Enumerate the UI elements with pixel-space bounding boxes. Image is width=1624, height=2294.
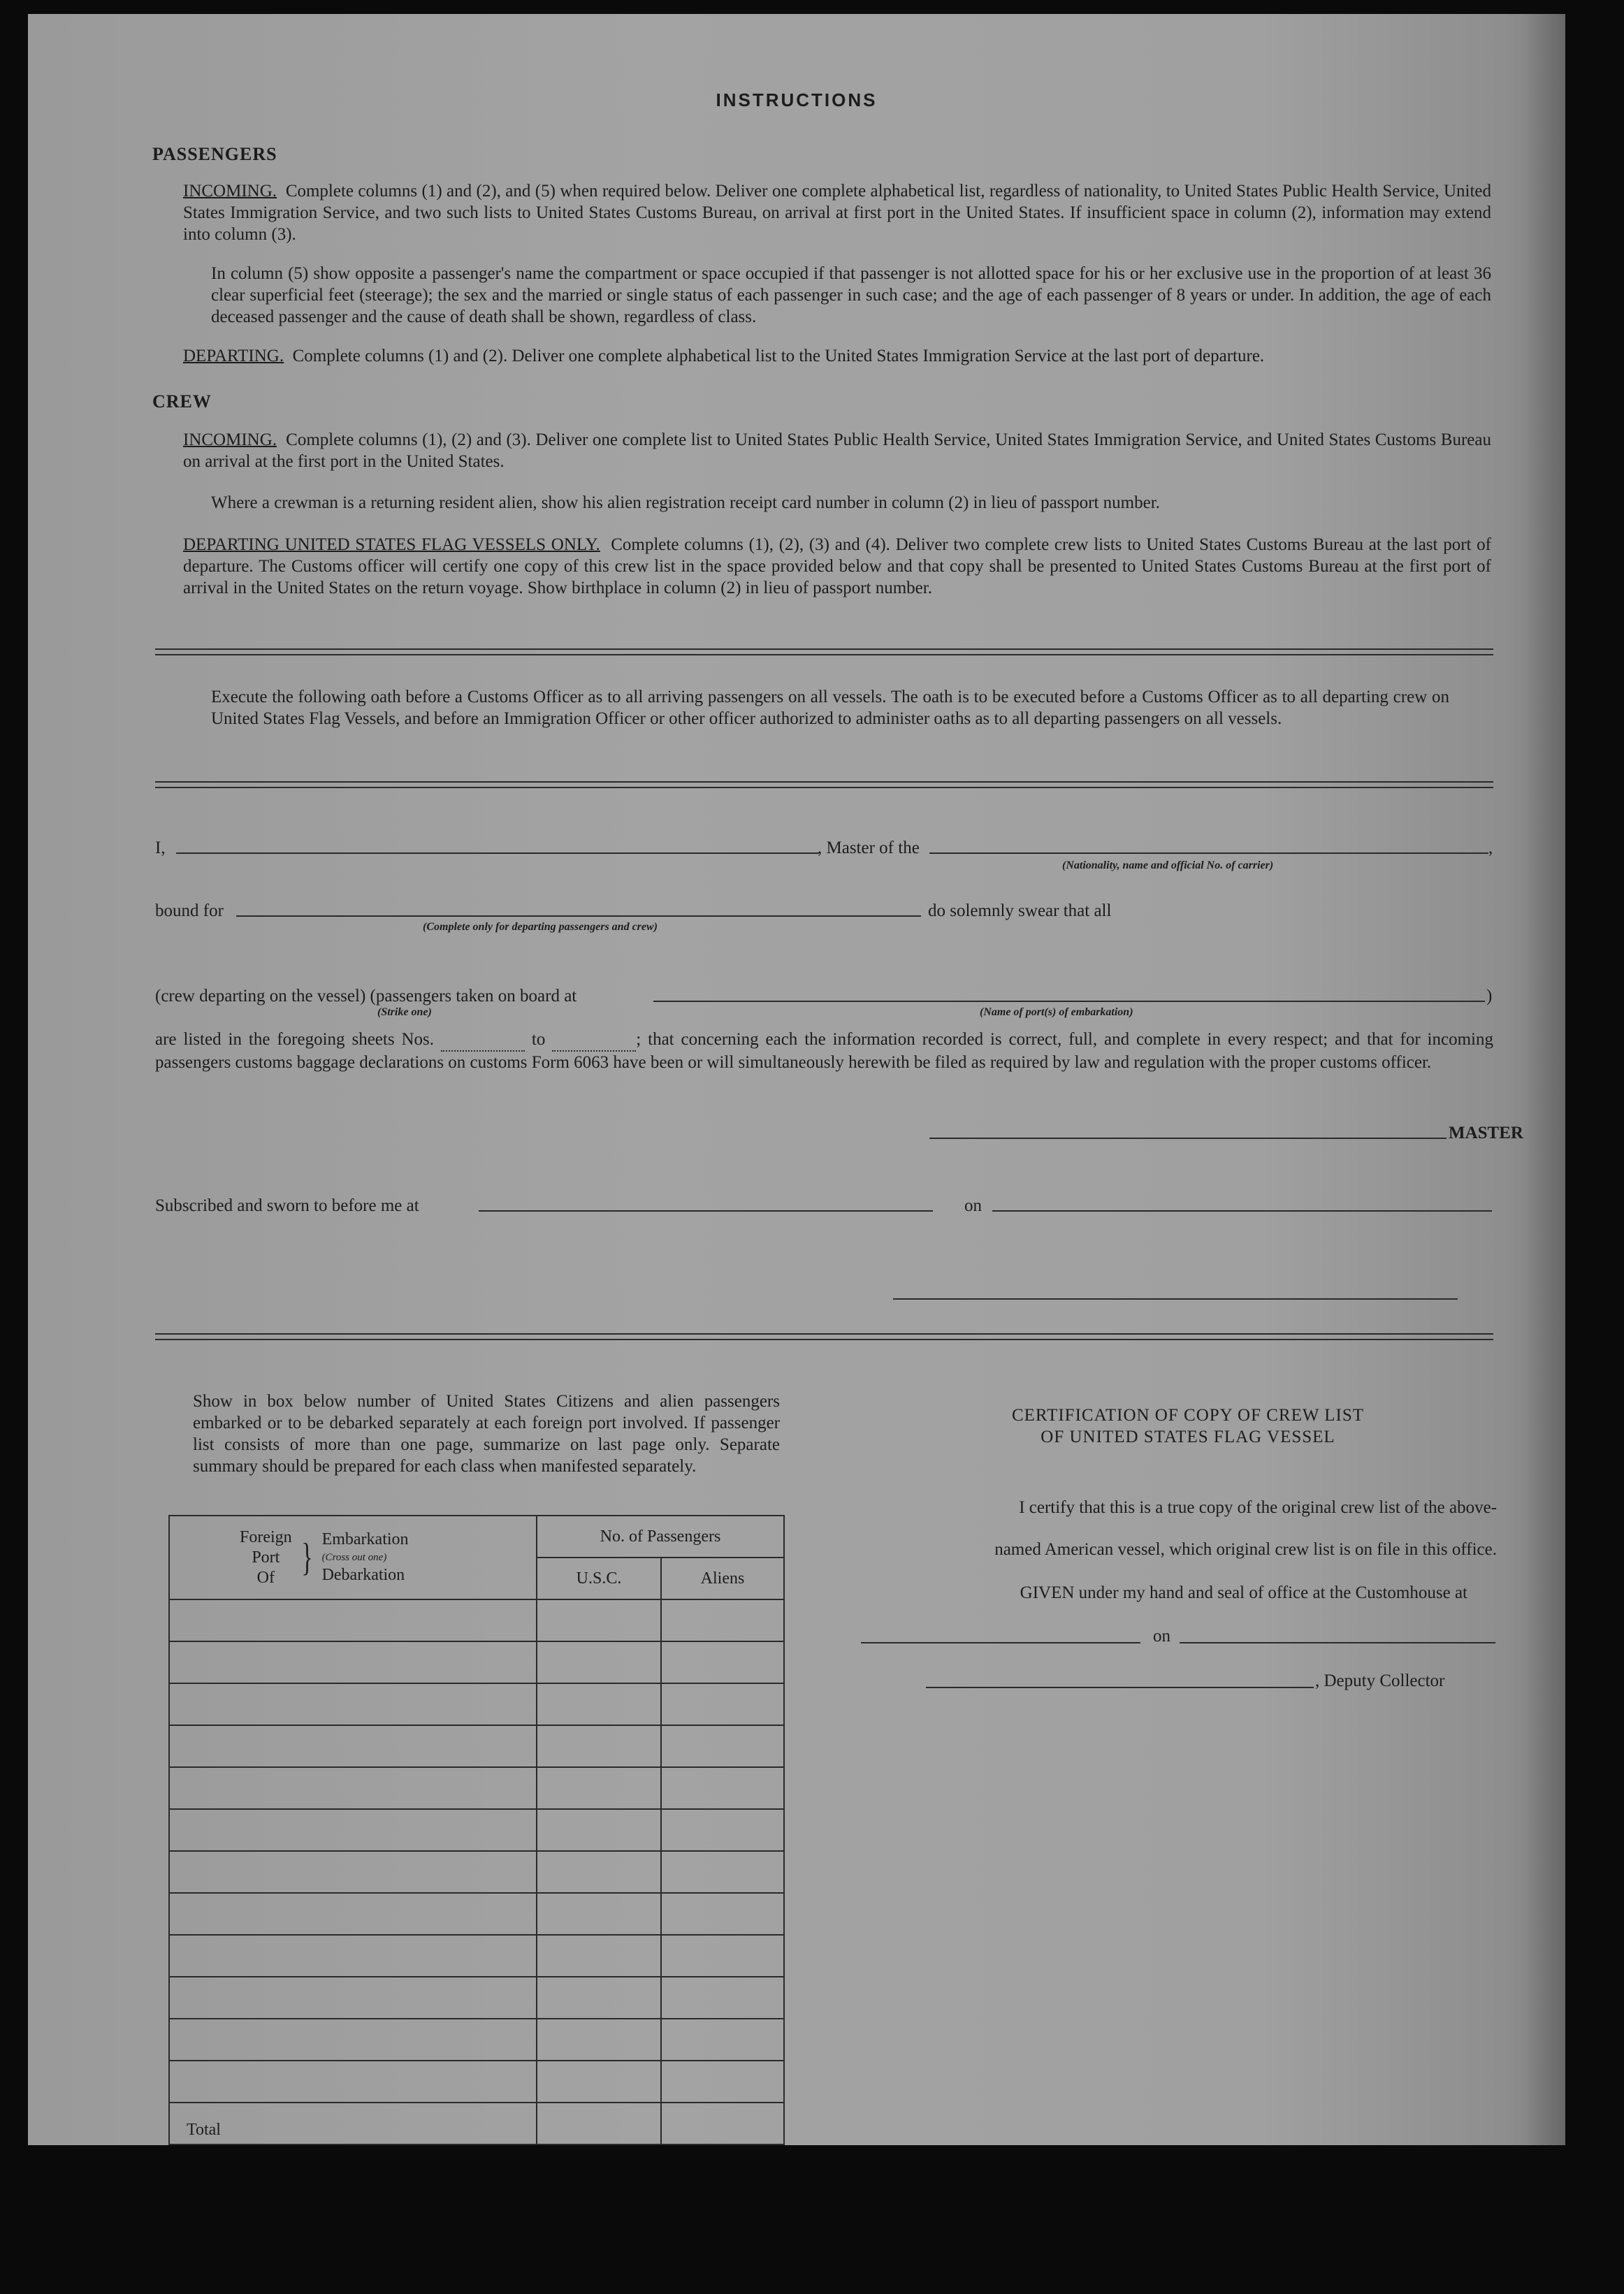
table-row <box>169 1599 784 1641</box>
usc-cell[interactable] <box>537 2019 661 2061</box>
strike-one-note: (Strike one) <box>377 1006 432 1018</box>
oath-instructions: Execute the following oath before a Customs Officer as to all arriving passengers on all vessels. The oath is to be executed before a Customs Officer as to all departing crew on United States Flag Vessels, and before an Immigration Officer or other officer authorized to administer oaths as to all departing passengers on all vessels. <box>211 688 1449 728</box>
crew-departing-paragraph <box>183 534 1491 599</box>
deputy-collector-label: , Deputy Collector <box>1315 1671 1445 1690</box>
section-divider <box>155 781 1493 788</box>
crew-departing-text: (crew departing on the vessel) (passengers taken on board at <box>155 987 577 1006</box>
port-cell[interactable] <box>169 1599 537 1641</box>
embarkation-label: Embarkation <box>321 1530 409 1548</box>
on-text: on <box>964 1196 982 1215</box>
master-signature-field[interactable] <box>929 1138 1447 1139</box>
crew-incoming-label: INCOMING. <box>183 430 277 449</box>
nationality-note: (Nationality, name and official No. of carrier) <box>1062 859 1274 871</box>
aliens-cell[interactable] <box>661 2019 784 2061</box>
certification-date-field[interactable] <box>1180 1642 1495 1643</box>
crew-departing-text: Complete columns (1), (2), (3) and (4). Deliver two complete crew lists to United States Customs Bureau at the last port of departure. The Customs officer will certify one copy of this crew list in the space provided below and that copy shall be presented to United States Customs Bureau at the first port of arrival in the United States on the return voyage. Show birthplace in column (2) in lieu of passport number. <box>183 535 1492 597</box>
port-cell[interactable] <box>169 2061 537 2103</box>
officer-signature-field[interactable] <box>893 1298 1458 1300</box>
passengers-incoming-label: INCOMING. <box>183 182 277 201</box>
port-cell[interactable] <box>169 1977 537 2019</box>
cross-out-note: (Cross out one) <box>321 1552 387 1563</box>
port-cell[interactable] <box>169 1893 537 1935</box>
concerning-text: ; that concerning each the information recorded is correct, full, and complete in every respect; <box>636 1030 1328 1049</box>
port-cell[interactable] <box>169 2019 537 2061</box>
deputy-collector-signature-field[interactable] <box>926 1687 1314 1688</box>
passengers-heading: PASSENGERS <box>152 144 277 164</box>
oath-i-label: I, <box>155 839 166 857</box>
table-row <box>169 1977 784 2019</box>
passenger-summary-table <box>168 1515 785 2145</box>
aliens-cell[interactable] <box>661 1851 784 1893</box>
sheet-from-field[interactable] <box>441 1029 525 1052</box>
usc-cell[interactable] <box>537 1809 661 1851</box>
master-label: MASTER <box>1449 1124 1523 1142</box>
table-row <box>169 1893 784 1935</box>
subscribed-text: Subscribed and sworn to before me at <box>155 1196 419 1215</box>
table-row <box>169 1851 784 1893</box>
bound-for-label: bound for <box>155 901 224 920</box>
table-row <box>169 1641 784 1683</box>
aliens-cell[interactable] <box>661 1725 784 1767</box>
certification-heading-line1: CERTIFICATION OF COPY OF CREW LIST <box>1011 1406 1365 1425</box>
aliens-cell[interactable] <box>661 1977 784 2019</box>
port-cell[interactable] <box>169 1851 537 1893</box>
total-label: Total <box>169 2103 537 2144</box>
listed-text: are listed in the foregoing sheets Nos. <box>155 1030 435 1049</box>
sworn-date-field[interactable] <box>992 1210 1492 1212</box>
port-note: (Name of port(s) of embarkation) <box>980 1006 1133 1018</box>
certification-heading <box>880 1404 1495 1448</box>
aliens-cell[interactable] <box>661 2061 784 2103</box>
crew-incoming-text: Complete columns (1), (2) and (3). Deliver one complete list to United States Public Health Service, United States Immigration Service, and United States Customs Bureau on arrival at the first port in the United States. <box>183 430 1491 471</box>
certification-line3: GIVEN under my hand and seal of office at the Customhouse at <box>1020 1583 1467 1602</box>
passengers-departing-text: Complete columns (1) and (2). Deliver one complete alphabetical list to the United States Immigration Service at the last port of departure. <box>292 347 1265 365</box>
passengers-incoming-text: Complete columns (1) and (2), and (5) when required below. Deliver one complete alphabetical list, regardless of nationality, to United States Public Health Service, United States Immigration Service, and two such lists to United States Customs Bureau, on arrival at first port in the United States. If insufficient space in column (2), information may extend into column (3). <box>183 182 1492 244</box>
passengers-departing-label: DEPARTING. <box>183 347 284 365</box>
form-page <box>28 14 1565 2145</box>
bound-for-field[interactable] <box>236 915 921 917</box>
table-row <box>169 1809 784 1851</box>
usc-cell[interactable] <box>537 1767 661 1809</box>
usc-cell[interactable] <box>537 1641 661 1683</box>
port-header-cell <box>169 1516 537 1599</box>
certification-on-text: on <box>1153 1627 1170 1646</box>
port-of-embarkation-field[interactable] <box>653 1001 1485 1002</box>
section-divider <box>155 648 1493 655</box>
table-row <box>169 1683 784 1725</box>
customhouse-field[interactable] <box>861 1642 1140 1643</box>
aliens-cell[interactable] <box>661 1935 784 1977</box>
usc-cell[interactable] <box>537 1599 661 1641</box>
aliens-cell[interactable] <box>661 1767 784 1809</box>
aliens-header: Aliens <box>661 1558 784 1599</box>
certification-line1: I certify that this is a true copy of the original crew list of the above- <box>1019 1498 1497 1517</box>
table-row <box>169 1935 784 1977</box>
listed-paragraph <box>155 1029 1493 1073</box>
swear-text: do solemnly swear that all <box>928 901 1112 920</box>
crew-incoming-paragraph <box>183 429 1491 472</box>
aliens-total-cell[interactable] <box>661 2103 784 2144</box>
table-row <box>169 2019 784 2061</box>
usc-cell[interactable] <box>537 1977 661 2019</box>
of-label: Of <box>256 1568 275 1587</box>
master-name-field[interactable] <box>176 852 819 854</box>
debarkation-label: Debarkation <box>321 1566 405 1584</box>
aliens-cell[interactable] <box>661 1809 784 1851</box>
carrier-field[interactable] <box>929 852 1488 854</box>
port-cell[interactable] <box>169 1767 537 1809</box>
passengers-departing-paragraph <box>183 345 1491 367</box>
to-text: to <box>531 1030 546 1049</box>
aliens-cell[interactable] <box>661 1683 784 1725</box>
passengers-incoming-paragraph <box>183 180 1491 245</box>
sheet-to-field[interactable] <box>552 1029 636 1052</box>
port-cell[interactable] <box>169 1935 537 1977</box>
port-label: Port <box>252 1548 280 1567</box>
aliens-cell[interactable] <box>661 1641 784 1683</box>
aliens-cell[interactable] <box>661 1599 784 1641</box>
usc-cell[interactable] <box>537 2061 661 2103</box>
page-edge-shadow <box>1523 14 1565 2145</box>
usc-cell[interactable] <box>537 1683 661 1725</box>
master-of-the-label: , Master of the <box>818 839 920 857</box>
brace-symbol: } <box>301 1536 313 1579</box>
usc-total-cell[interactable] <box>537 2103 661 2144</box>
summary-instructions: Show in box below number of United States Citizens and alien passengers embarked or to be debarked separately at each foreign port involved. If passenger list consists of more than one page, summarize on last page only. Separate summary should be prepared for each class when manifested separately. <box>193 1392 780 1476</box>
no-of-passengers-header: No. of Passengers <box>537 1516 784 1558</box>
page-title: INSTRUCTIONS <box>716 89 878 110</box>
comma-text: , <box>1488 839 1493 857</box>
certification-heading-line2: OF UNITED STATES FLAG VESSEL <box>1041 1428 1335 1446</box>
crew-heading: CREW <box>152 391 212 412</box>
usc-cell[interactable] <box>537 1851 661 1893</box>
certification-line2: named American vessel, which original crew list is on file in this office. <box>994 1540 1497 1559</box>
crew-resident-paragraph: Where a crewman is a returning resident alien, show his alien registration receipt card number in column (2) in lieu of passport number. <box>211 493 1160 512</box>
usc-cell[interactable] <box>537 1935 661 1977</box>
table-row <box>169 2061 784 2103</box>
complete-only-note: (Complete only for departing passengers and crew) <box>423 921 658 933</box>
foreign-label: Foreign <box>240 1527 292 1546</box>
port-cell[interactable] <box>169 1725 537 1767</box>
table-row <box>169 1725 784 1767</box>
usc-cell[interactable] <box>537 1725 661 1767</box>
table-row <box>169 1767 784 1809</box>
total-row <box>169 2103 784 2144</box>
section-divider <box>155 1333 1493 1340</box>
usc-cell[interactable] <box>537 1893 661 1935</box>
baggage-text: and that for incoming passengers customs baggage declarations on customs Form 6063 have been or will simultaneously herewith be filed as required by law and regulation with the proper customs officer. <box>155 1030 1493 1072</box>
port-cell[interactable] <box>169 1683 537 1725</box>
sworn-place-field[interactable] <box>479 1210 933 1212</box>
usc-header: U.S.C. <box>537 1558 661 1599</box>
crew-departing-label: DEPARTING UNITED STATES FLAG VESSELS ONLY. <box>183 535 600 554</box>
close-paren: ) <box>1486 987 1493 1006</box>
port-cell[interactable] <box>169 1641 537 1683</box>
aliens-cell[interactable] <box>661 1893 784 1935</box>
passengers-column5-paragraph: In column (5) show opposite a passenger's name the compartment or space occupied if that passenger is not allotted space for his or her exclusive use in the proportion of at least 36 clear superficial feet (steerage); the sex and the married or single status of each passenger in such case; and the age of each passenger of 8 years or under. In addition, the age of each deceased passenger and the cause of death shall be shown, regardless of class. <box>211 264 1491 326</box>
port-cell[interactable] <box>169 1809 537 1851</box>
